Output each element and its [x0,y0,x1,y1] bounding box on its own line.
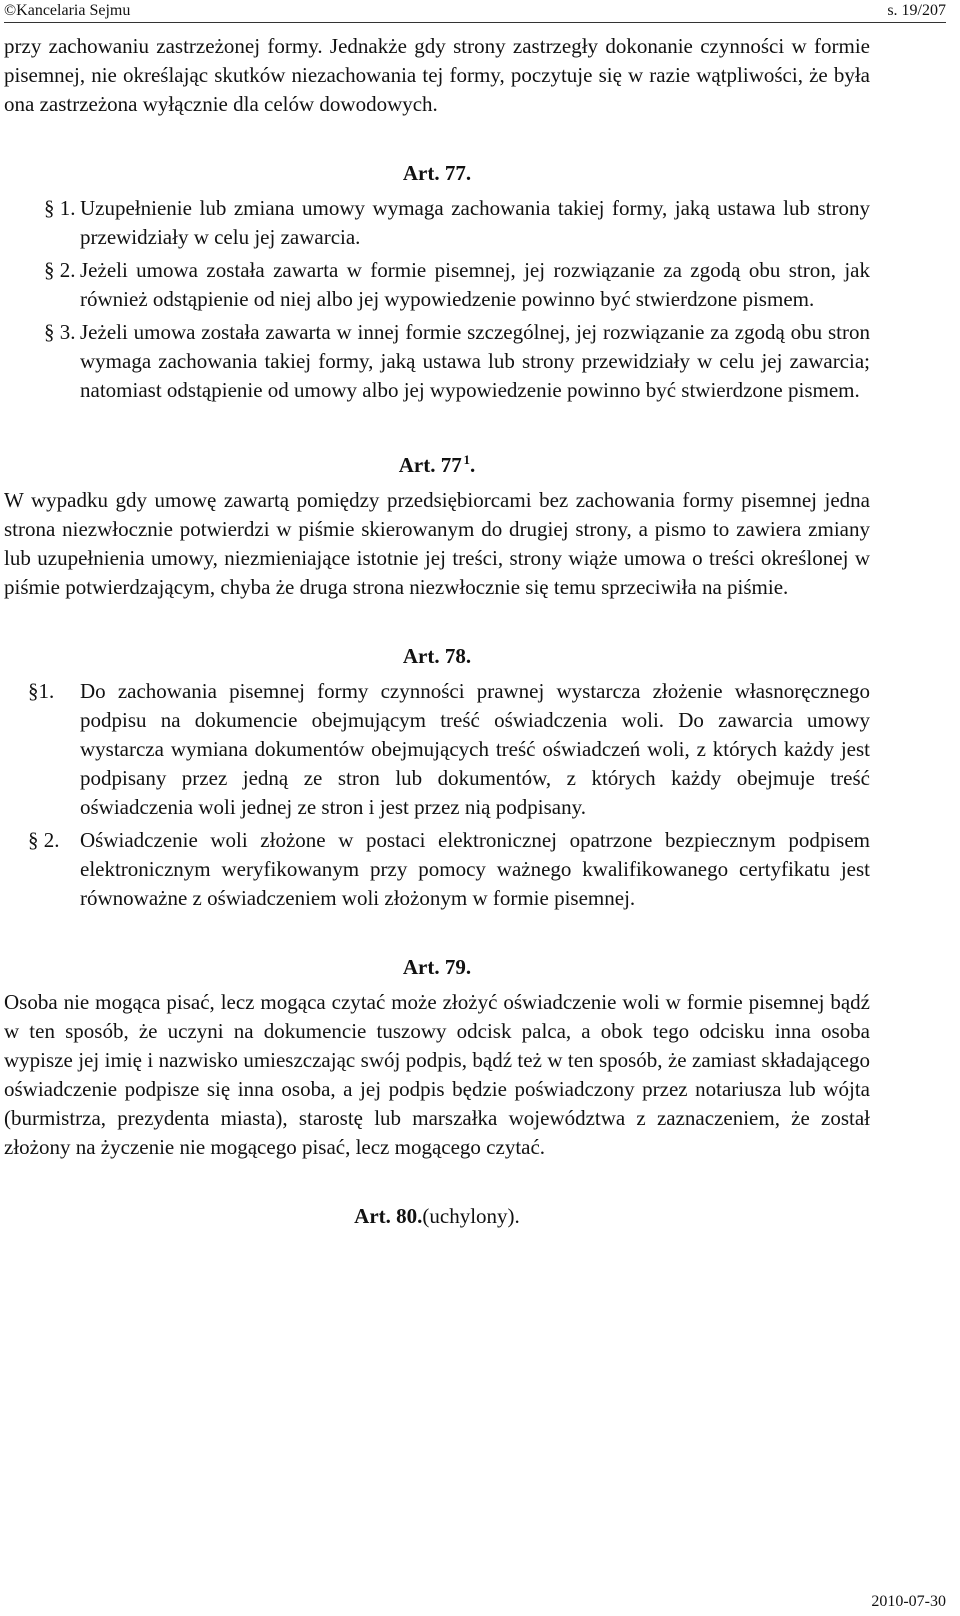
header-divider [4,22,946,23]
art-78-par-2-text: Oświadczenie woli złożone w postaci elektronicznej opatrzone bezpiecznym podpisem elektronicznym weryfikowanym przy pomocy ważnego kwalifikowanego certyfikatu jest równoważne z oświadczeniem woli złożonym w formie pisemnej. [80,828,870,910]
art-77-par-1 [4,194,870,252]
art-78-par-2 [4,826,870,913]
art-77-par-2-number: § 2. [44,258,76,282]
art-77-1-title: Art. 77 [398,453,462,477]
art-78-par-1 [4,677,870,822]
intro-paragraph: przy zachowaniu zastrzeżonej formy. Jednakże gdy strony zastrzegły dokonanie czynności w formie pisemnej, nie określając skutków niezachowania tej formy, poczytuje się w razie wątpliwości, że była ona zastrzeżona wyłącznie dla celów dowodowych. [4,34,870,116]
art-77-1-dot: . [470,453,476,477]
art-80-heading [4,1202,870,1231]
header-page-number: s. 19/207 [887,2,946,19]
document-body [4,32,870,1237]
art-77-1-superscript: 1 [463,452,470,467]
art-77-1-heading [4,445,870,480]
art-77-par-1-text: Uzupełnienie lub zmiana umowy wymaga zachowania takiej formy, jaką ustawa lub strony przewidziały w celu jej zawarcia. [80,196,870,249]
art-77-par-2 [4,256,870,314]
art-77-par-3-number: § 3. [44,320,76,344]
art-77-par-3-text: Jeżeli umowa została zawarta w innej formie szczególnej, jej rozwiązanie za zgodą obu stron wymaga zachowania takiej formy, jaką ustawa lub strony przewidziały w celu jej zawarcia; natomiast odstąpienie od umowy albo jej wypowiedzenie powinno być stwierdzone pismem. [80,320,870,402]
art-79-title: Art. 79. [402,955,472,979]
art-80-title: Art. 80. [354,1204,423,1228]
art-79-heading [4,953,870,982]
art-78-par-1-text: Do zachowania pisemnej formy czynności prawnej wystarcza złożenie własnoręcznego podpisu na dokumencie obejmującym treść oświadczenia woli. Do zawarcia umowy wystarcza wymiana dokumentów obejmujących treść oświadczeń woli, z których każdy jest podpisany przez jedną ze stron lub dokumentów, z których każdy obejmuje treść oświadczenia woli jednej ze stron i jest przez nią podpisany. [80,679,870,819]
art-78-par-2-number: § 2. [28,828,60,852]
art-77-1-text: W wypadku gdy umowę zawartą pomiędzy przedsiębiorcami bez zachowania formy pisemnej jedna strona niezwłocznie potwierdzi w piśmie skierowanym do drugiej strony, a pismo to zawiera zmiany lub uzupełnienia umowy, niezmieniające istotnie jej treści, strony wiąże umowa o treści określonej w piśmie potwierdzającym, chyba że druga strona niezwłocznie się temu sprzeciwiła na piśmie. [4,488,870,599]
art-77-title: Art. 77. [402,161,472,185]
art-77-heading [4,159,870,188]
art-77-par-1-number: § 1. [44,196,76,220]
art-78-heading [4,642,870,671]
footer-date: 2010-07-30 [871,1593,946,1610]
art-80-status: (uchylony). [422,1204,520,1228]
header-copyright: ©Kancelaria Sejmu [4,2,131,19]
art-78-title: Art. 78. [402,644,472,668]
art-77-par-2-text: Jeżeli umowa została zawarta w formie pisemnej, jej rozwiązanie za zgodą obu stron, jak również odstąpienie od niej albo jej wypowiedzenie powinno być stwierdzone pismem. [80,258,870,311]
art-78-par-1-number: §1. [28,679,55,703]
art-79-text: Osoba nie mogąca pisać, lecz mogąca czytać może złożyć oświadczenie woli w formie pisemnej bądź w ten sposób, że uczyni na dokumencie tuszowy odcisk palca, a obok tego odcisku inna osoba wypisze jej imię i nazwisko umieszczając swój podpis, bądź też w ten sposób, że zamiast składającego oświadczenie podpisze się inna osoba, a jej podpis będzie poświadczony przez notariusza lub wójta (burmistrza, prezydenta miasta), starostę lub marszałka województwa z zaznaczeniem, że został złożony na życzenie nie mogącego pisać, lecz mogącego czytać. [4,990,870,1159]
art-77-par-3 [4,318,870,405]
